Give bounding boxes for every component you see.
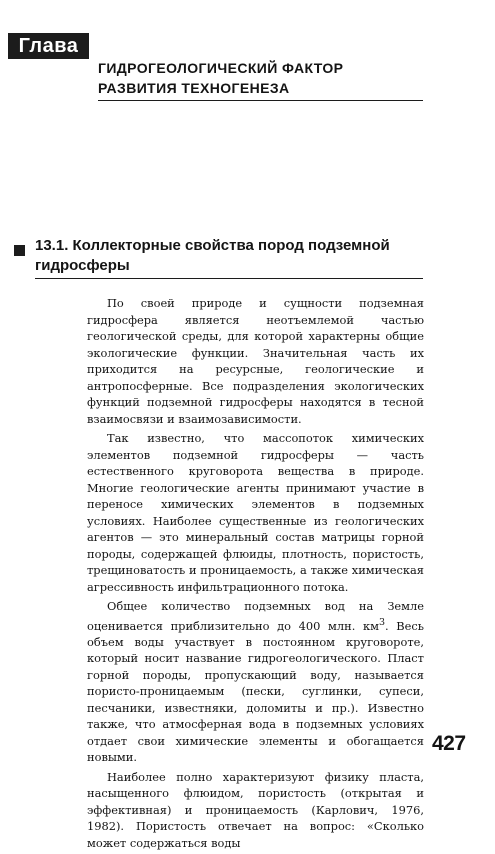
section-bullet-icon — [14, 245, 25, 256]
section-heading-text — [35, 236, 423, 279]
section-heading-line-1: 13.1. Коллекторные свойства пород подземной — [35, 237, 390, 254]
paragraph-3-part-2: . Весь объем воды участвует в постоянном круговороте, который носит название гидрогеологического. Пласт горной породы, пропускающий воду, называется пористо-проницаемым (пески, суглинки, супеси, песчаники, известняки, доломиты и пр.). Известно также, что атмосферная вода в подземных условиях отдает свои химические элементы и обогащается новыми. — [87, 618, 424, 765]
section-heading — [8, 236, 423, 279]
paragraph-1: По своей природе и сущности подземная гидросфера является неотъемлемой частью геологической среды, для которой характерны общие экологические функции. Значительная часть их приходится на ресурсные, геологические и антропосферные. Все подразделения экологических функций подземной гидросферы находятся в тесной взаимосвязи и взаимозависимости. — [87, 296, 424, 426]
superscript-3: 3 — [378, 616, 386, 628]
paragraph-2: Так известно, что массопоток химических элементов подземной гидросферы — часть естественного круговорота вещества в природе. Многие геологические агенты принимают участие в переносе химических элементов в подземных условиях. Наиболее существенные из геологических агентов — это минеральный состав матрицы горной породы, содержащей флюиды, плотность, пористость, трещиноватость и проницаемость, а также химическая агрессивность инфильтрационного потока. — [87, 431, 424, 594]
chapter-title — [98, 58, 423, 101]
chapter-label: Глава 13 — [8, 33, 89, 59]
page-number: 427 — [432, 732, 466, 755]
chapter-title-line-2: РАЗВИТИЯ ТЕХНОГЕНЕЗА — [98, 80, 290, 96]
paragraph-3 — [87, 598, 424, 766]
section-heading-line-2: гидросферы — [35, 257, 130, 274]
body-text — [87, 295, 424, 854]
paragraph-4: Наиболее полно характеризуют физику пласта, насыщенного флюидом, пористость (открытая и эффективная) и проницаемость (Карлович, 1976, 1982). Пористость отвечает на вопрос: «Сколько может содержаться воды — [87, 769, 424, 850]
chapter-title-line-1: ГИДРОГЕОЛОГИЧЕСКИЙ ФАКТОР — [98, 60, 344, 76]
paragraph-3-part-1: Общее количество подземных вод на Земле оценивается приблизительно до 400 млн. км — [87, 599, 424, 633]
